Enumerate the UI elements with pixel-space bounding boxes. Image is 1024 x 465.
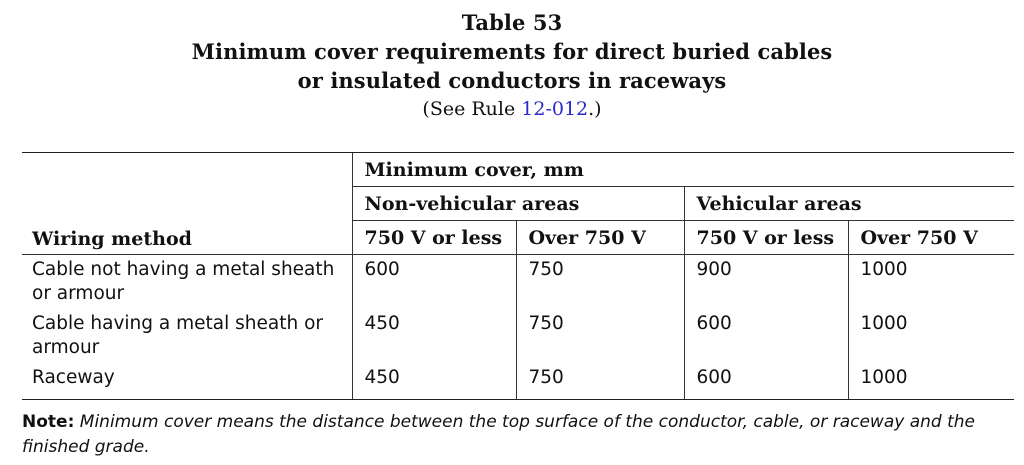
- table-title-block: [0, 8, 1024, 123]
- table-row: [22, 309, 1014, 363]
- rule-12-012-link[interactable]: 12-012: [521, 98, 589, 120]
- note-text: Minimum cover means the distance between the top surface of the conductor, cable, or raceway and the finished grade.: [22, 412, 976, 457]
- minimum-cover-table: [22, 152, 1014, 400]
- table-row: [22, 255, 1014, 310]
- table-cell: 600: [684, 309, 848, 363]
- table-row: [22, 363, 1014, 400]
- table-caption-line-2: or insulated conductors in raceways: [297, 68, 727, 93]
- table-note: [22, 410, 1007, 460]
- header-wiring-method: Wiring method: [22, 153, 352, 255]
- table-cell: 750: [516, 309, 684, 363]
- table-cell: 750: [516, 363, 684, 400]
- table-cell: 1000: [848, 255, 1014, 310]
- header-col-non-vehicular-750v-or-less: 750 V or less: [352, 221, 516, 255]
- table-cell: 750: [516, 255, 684, 310]
- see-rule-prefix: (See Rule: [422, 98, 522, 120]
- note-label: Note:: [22, 412, 75, 432]
- header-row-1: [22, 153, 1014, 187]
- header-col-vehicular-over-750v: Over 750 V: [848, 221, 1014, 255]
- row-wiring-method: Raceway: [22, 363, 352, 400]
- see-rule-suffix: .): [588, 98, 602, 120]
- table-cell: 600: [352, 255, 516, 310]
- table-cell: 900: [684, 255, 848, 310]
- table-cell: 600: [684, 363, 848, 400]
- header-vehicular-areas: Vehicular areas: [684, 187, 1014, 221]
- table-cell: 450: [352, 309, 516, 363]
- header-non-vehicular-areas: Non-vehicular areas: [352, 187, 684, 221]
- table-caption-line-1: Minimum cover requirements for direct buried cables: [191, 39, 833, 64]
- header-col-vehicular-750v-or-less: 750 V or less: [684, 221, 848, 255]
- row-wiring-method: Cable not having a metal sheath or armour: [32, 259, 335, 304]
- header-minimum-cover: Minimum cover, mm: [352, 153, 1014, 187]
- table-number: Table 53: [461, 10, 563, 35]
- table-cell: 1000: [848, 309, 1014, 363]
- row-wiring-method: Cable having a metal sheath or armour: [32, 313, 323, 358]
- table-cell: 1000: [848, 363, 1014, 400]
- see-rule-reference: [0, 95, 1024, 123]
- table-cell: 450: [352, 363, 516, 400]
- header-col-non-vehicular-over-750v: Over 750 V: [516, 221, 684, 255]
